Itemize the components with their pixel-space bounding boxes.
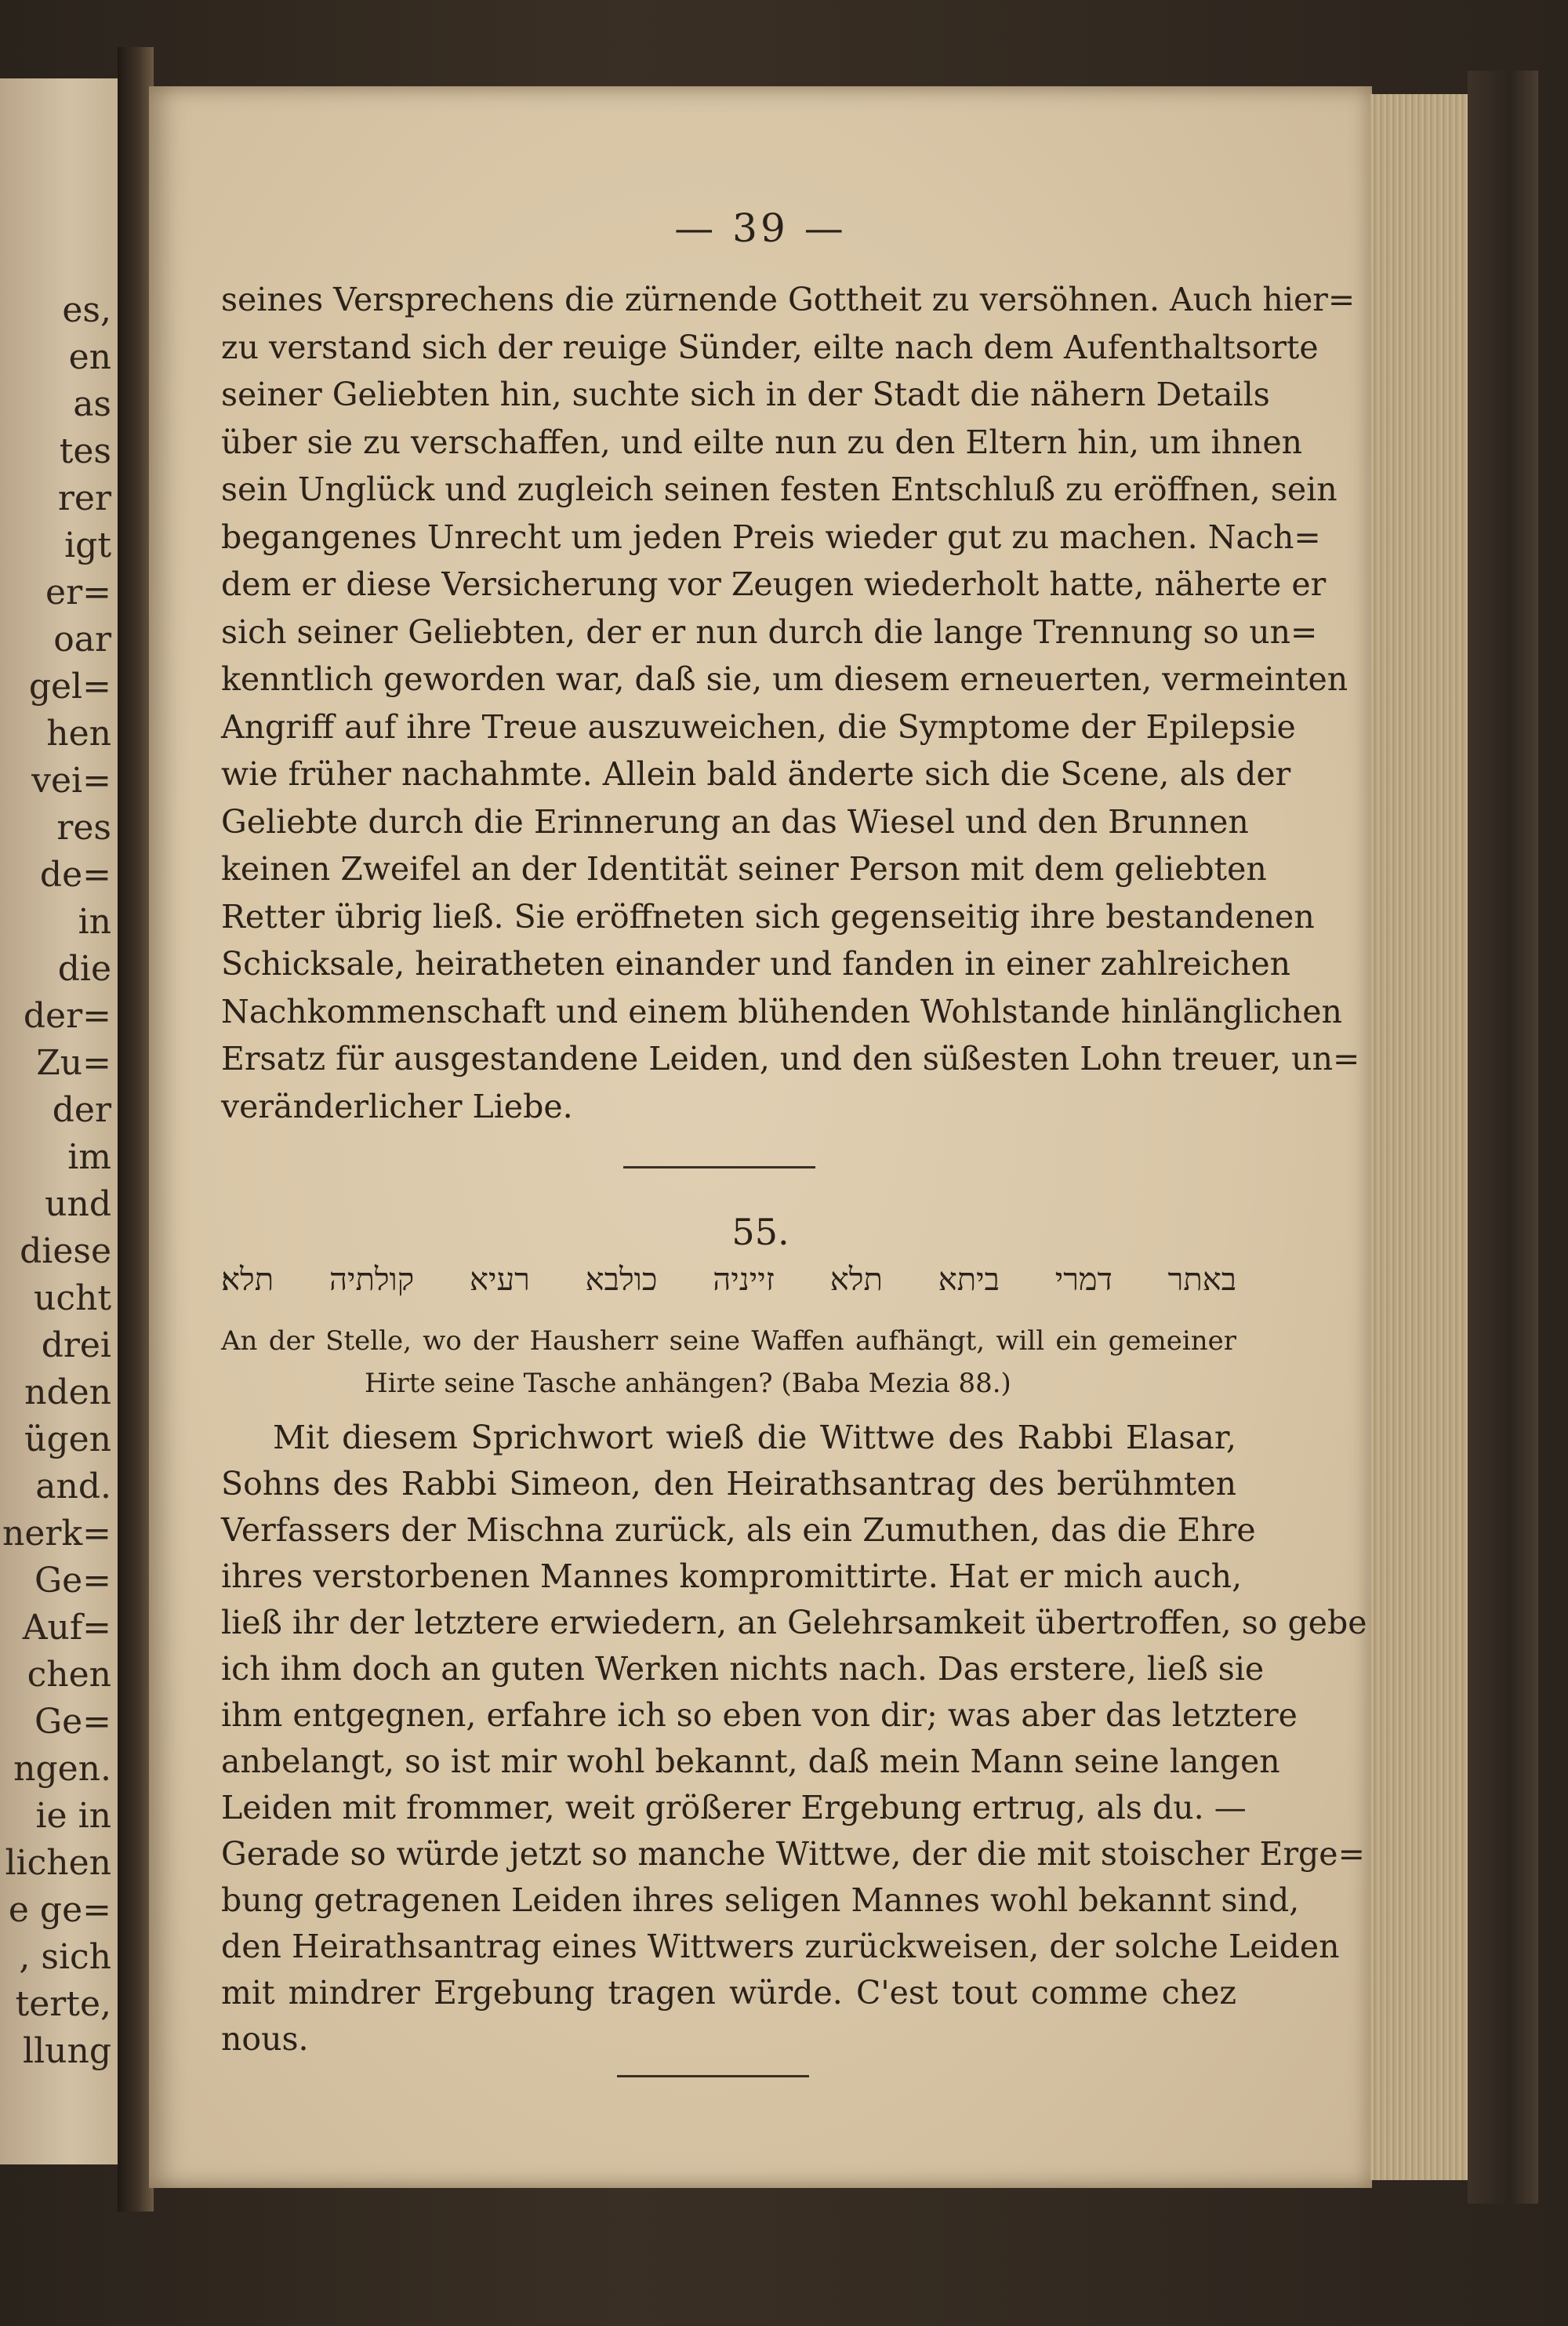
text-line: Schicksale, heiratheten einander und fanden in einer zahlreichen — [221, 945, 1291, 983]
facing-page-text-fragment: as — [73, 384, 111, 424]
facing-page-text-fragment: er= — [45, 572, 111, 612]
facing-page-text-fragment: im — [67, 1137, 111, 1177]
text-line: sich seiner Geliebten, der er nun durch die lange Trennung so un= — [221, 612, 1318, 651]
text-line: Nachkommenschaft und einem blühenden Wohlstande hinlänglichen — [221, 992, 1342, 1030]
facing-page-text-fragment: res — [56, 808, 111, 848]
text-line: sein Unglück und zugleich seinen festen Entschluß zu eröffnen, sein — [221, 471, 1338, 508]
facing-page-text-fragment: nerk= — [2, 1514, 111, 1554]
text-line: mit mindrer Ergebung tragen würde. C'est tout comme chez — [221, 1974, 1236, 2012]
text-line: dem er diese Versicherung vor Zeugen wiederholt hatte, näherte er — [221, 565, 1327, 603]
text-line: Gerade so würde jetzt so manche Wittwe, der die mit stoischer Erge= — [221, 1835, 1365, 1873]
page-number: — 39 — — [674, 205, 847, 251]
section-number: 55. — [731, 1211, 789, 1253]
facing-page-text-fragment: llung — [23, 2031, 111, 2071]
facing-page-text-fragment: igt — [64, 525, 111, 565]
facing-page-text-fragment: tes — [59, 431, 111, 471]
book-cover-edge — [1468, 71, 1538, 2204]
text-line: wie früher nachahmte. Allein bald änderte sich die Scene, als der — [221, 755, 1291, 793]
facing-page-text-fragment: Ge= — [34, 1561, 111, 1601]
facing-page-text-fragment: drei — [41, 1325, 111, 1365]
facing-page-text-fragment: rer — [57, 478, 111, 518]
page-fore-edge — [1370, 94, 1472, 2180]
facing-page-text-fragment: oar — [53, 620, 111, 660]
text-line: nous. — [221, 2020, 309, 2058]
facing-page-text-fragment: es, — [62, 290, 111, 330]
text-line: Retter übrig ließ. Sie eröffneten sich gegenseitig ihre bestandenen — [221, 897, 1315, 936]
text-line: keinen Zweifel an der Identität seiner Person mit dem geliebten — [221, 850, 1267, 888]
section-divider — [623, 1166, 815, 1168]
facing-page-edge — [0, 78, 118, 2164]
facing-page-text-fragment: Zu= — [36, 1043, 111, 1083]
facing-page-text-fragment: in — [78, 902, 111, 942]
text-line: ihm entgegnen, erfahre ich so eben von dir; was aber das letztere — [221, 1696, 1298, 1734]
facing-page-text-fragment: hen — [46, 714, 111, 754]
facing-page-text-fragment: ucht — [34, 1278, 111, 1318]
story-conclusion-paragraph — [221, 276, 1360, 1130]
proverb-translation-line-1: An der Stelle, wo der Hausherr seine Waffen aufhängt, will ein gemeiner — [221, 1325, 1236, 1357]
text-line: anbelangt, so ist mir wohl bekannt, daß mein Mann seine langen — [221, 1743, 1280, 1780]
facing-page-text-fragment: ügen — [24, 1419, 111, 1459]
facing-page-text-fragment: en — [68, 337, 111, 377]
text-line: über sie zu verschaffen, und eilte nun zu den Eltern hin, um ihnen — [221, 423, 1303, 461]
text-line: Sohns des Rabbi Simeon, den Heirathsantrag des berühmten — [221, 1465, 1236, 1503]
facing-page-text-fragment: Ge= — [34, 1702, 111, 1742]
hebrew-proverb: באתר דמרי ביתא תלא זייניה כולבא רעיא קולתיה תלא׃ — [221, 1262, 1236, 1298]
end-divider — [617, 2075, 809, 2077]
text-line: Geliebte durch die Erinnerung an das Wiesel und den Brunnen — [221, 802, 1249, 841]
text-line: veränderlicher Liebe. — [221, 1087, 573, 1125]
section-body-paragraph — [221, 1415, 1367, 2063]
facing-page-text-fragment: diese — [20, 1231, 111, 1271]
facing-page-text-fragment: ngen. — [13, 1749, 111, 1789]
facing-page-text-fragment: lichen — [5, 1843, 111, 1883]
text-line: Angriff auf ihre Treue auszuweichen, die Symptome der Epilepsie — [221, 707, 1296, 746]
text-line: kenntlich geworden war, daß sie, um diesem erneuerten, vermeinten — [221, 660, 1348, 698]
facing-page-text-fragment: terte, — [15, 1984, 111, 2024]
text-line: ich ihm doch an guten Werken nichts nach. Das erstere, ließ sie — [221, 1650, 1265, 1688]
facing-page-text-fragment: nden — [24, 1372, 111, 1412]
text-line: seines Versprechens die zürnende Gottheit zu versöhnen. Auch hier= — [221, 281, 1356, 318]
text-line: ließ ihr der letztere erwiedern, an Gelehrsamkeit übertroffen, so gebe — [221, 1604, 1367, 1641]
text-line: ihres verstorbenen Mannes kompromittirte. Hat er mich auch, — [221, 1557, 1243, 1595]
facing-page-text-fragment: vei= — [31, 761, 111, 801]
text-line: seiner Geliebten hin, suchte sich in der Stadt die nähern Details — [221, 376, 1270, 413]
facing-page-text-fragment: ie in — [35, 1796, 111, 1836]
text-line: Verfassers der Mischna zurück, als ein Zumuthen, das die Ehre — [221, 1511, 1256, 1549]
proverb-translation-line-2: Hirte seine Tasche anhängen? (Baba Mezia 88.) — [365, 1368, 1011, 1399]
text-line: Mit diesem Sprichwort wieß die Wittwe des Rabbi Elasar, — [273, 1419, 1236, 1456]
facing-page-text-fragment: , sich — [19, 1937, 111, 1977]
facing-page-text-fragment: chen — [27, 1655, 111, 1695]
facing-page-text-fragment: der — [52, 1090, 111, 1130]
facing-page-text-fragment: gel= — [28, 667, 111, 707]
text-line: zu verstand sich der reuige Sünder, eilte nach dem Aufenthaltsorte — [221, 328, 1319, 366]
text-line: bung getragenen Leiden ihres seligen Mannes wohl bekannt sind, — [221, 1881, 1300, 1919]
facing-page-text-fragment: Auf= — [22, 1608, 111, 1648]
facing-page-text-fragment: die — [57, 949, 111, 989]
facing-page-text-fragment: e ge= — [8, 1890, 111, 1930]
facing-page-text-fragment: der= — [23, 996, 111, 1036]
text-line: Ersatz für ausgestandene Leiden, und den süßesten Lohn treuer, un= — [221, 1040, 1360, 1078]
text-line: den Heirathsantrag eines Wittwers zurückweisen, der solche Leiden — [221, 1928, 1340, 1965]
facing-page-text-fragment: and. — [35, 1466, 111, 1506]
text-line: Leiden mit frommer, weit größerer Ergebung ertrug, als du. — — [221, 1789, 1247, 1826]
facing-page-text-fragment: de= — [39, 855, 111, 895]
facing-page-text-fragment: und — [45, 1184, 111, 1224]
text-line: begangenes Unrecht um jeden Preis wieder gut zu machen. Nach= — [221, 518, 1321, 556]
